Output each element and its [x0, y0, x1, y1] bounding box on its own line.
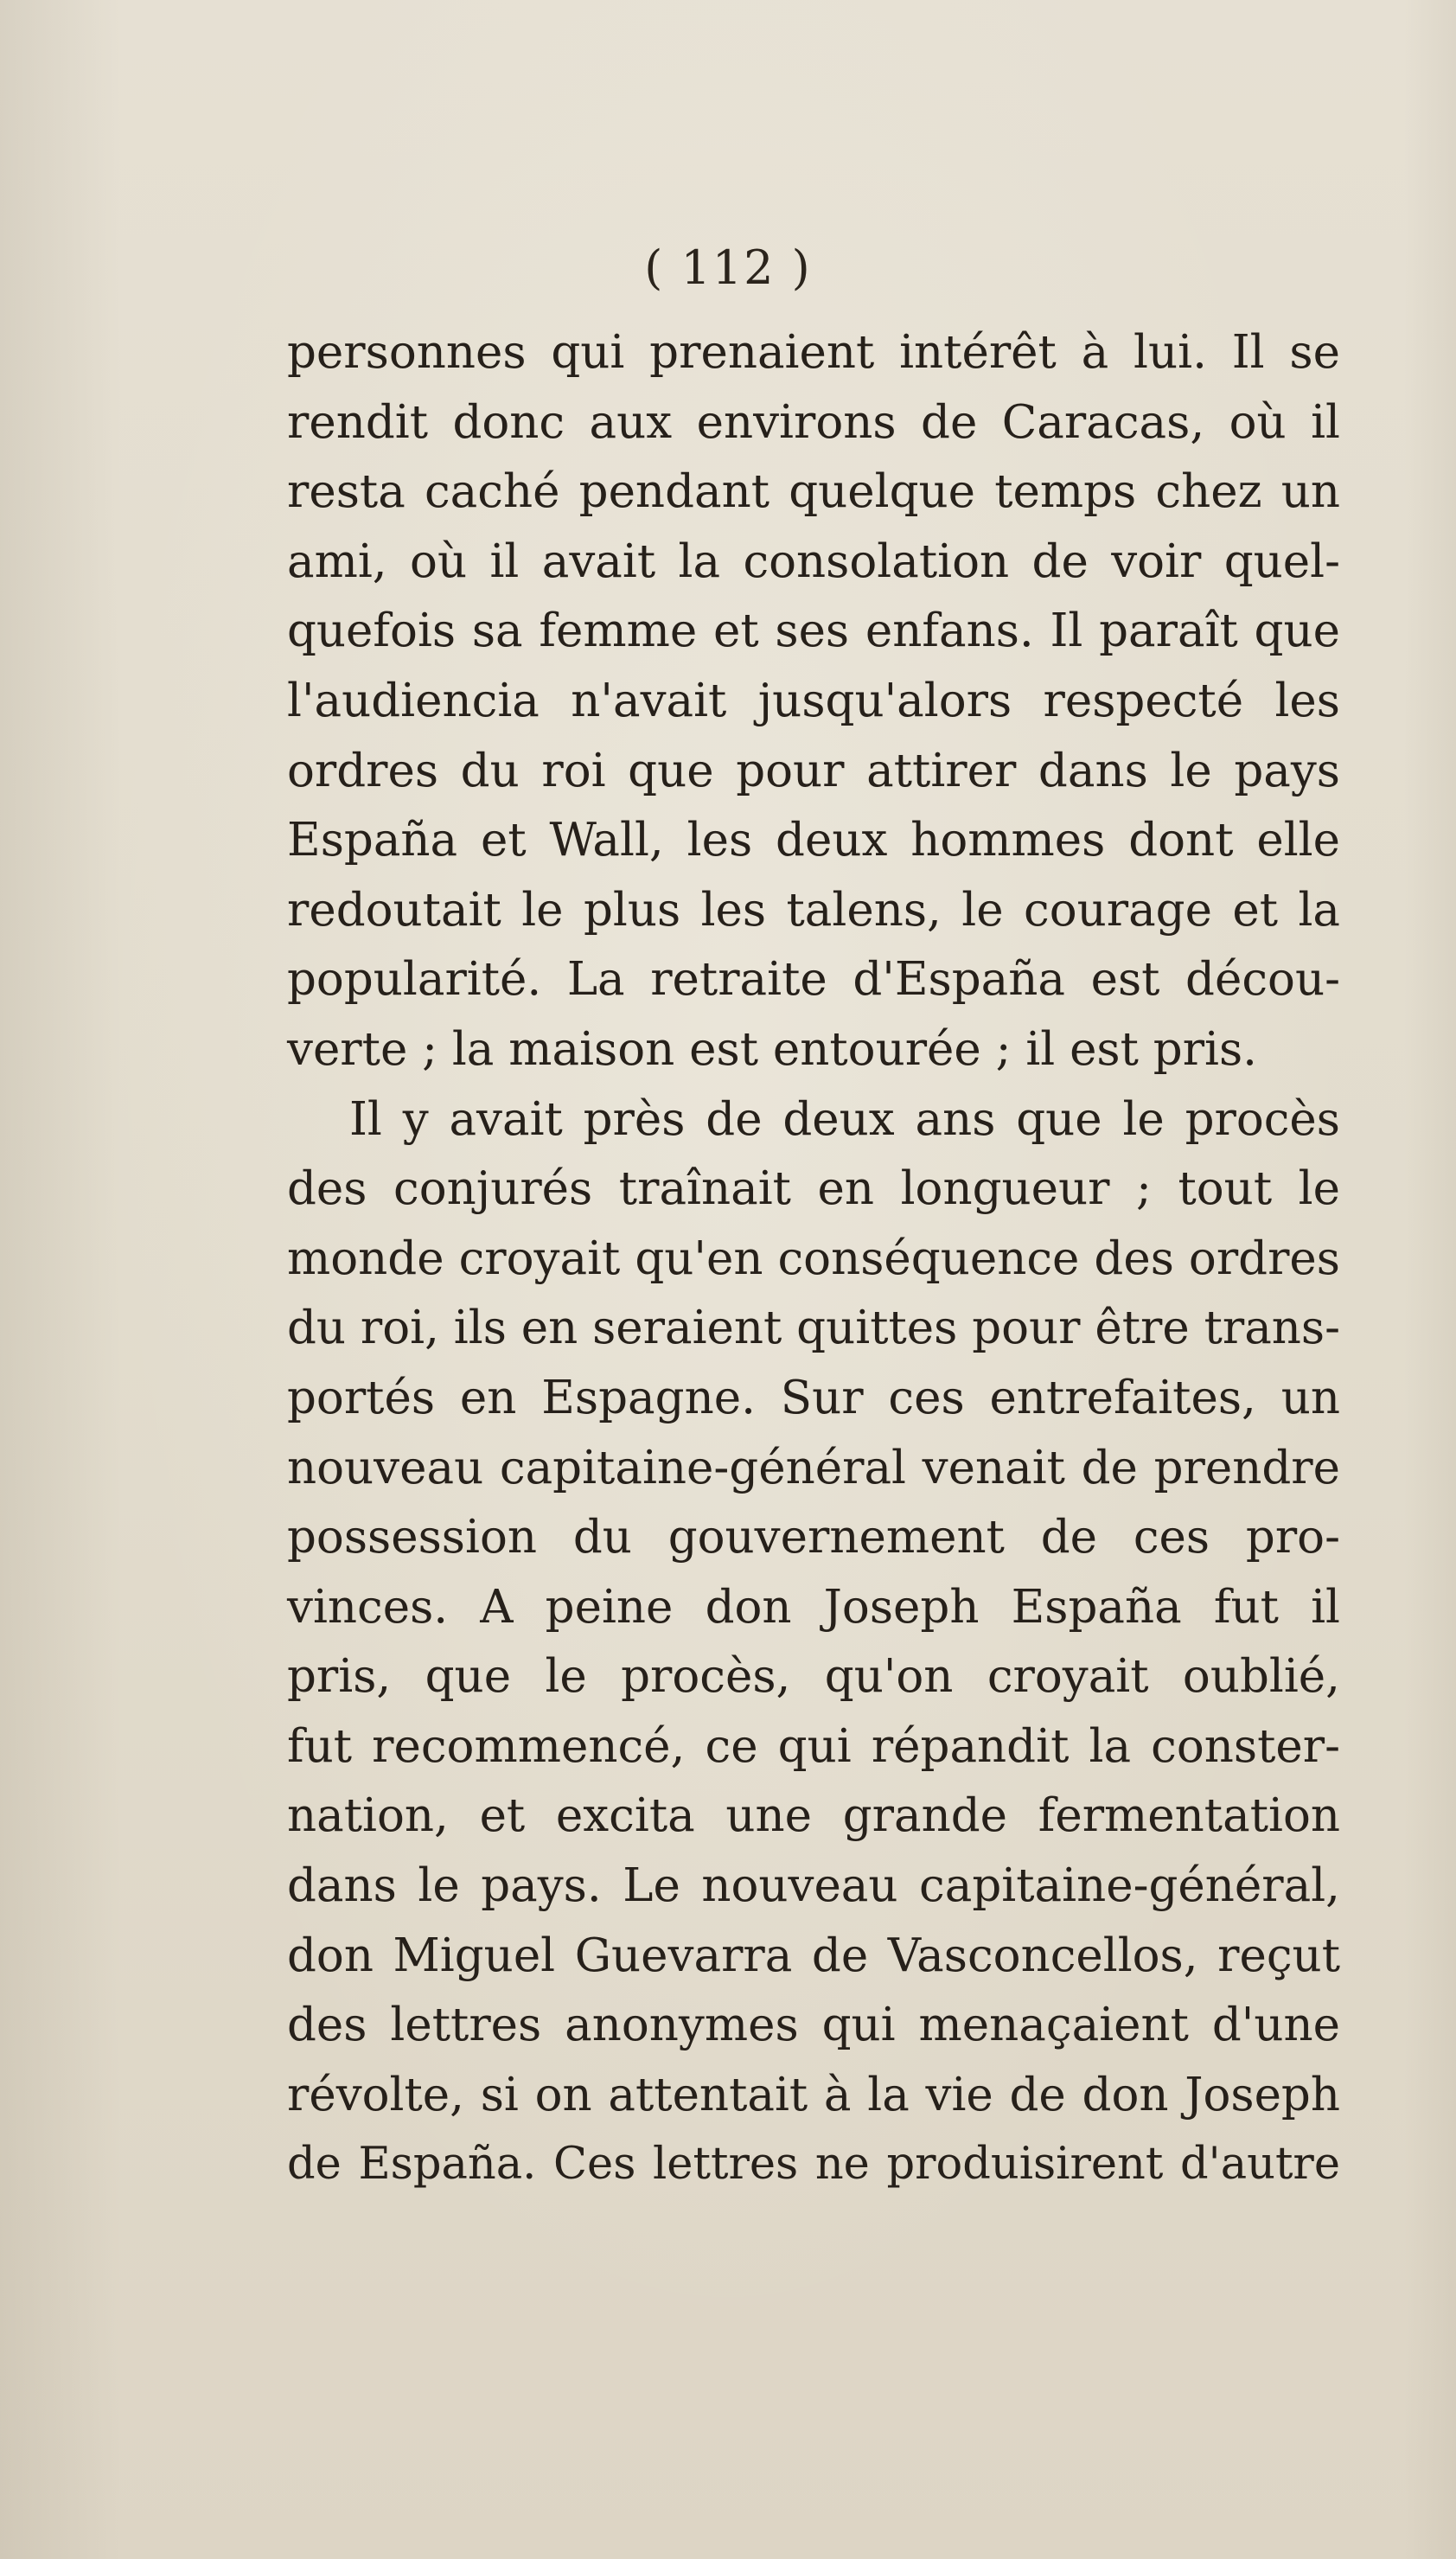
text-line: redoutait le plus les talens, le courage et la [287, 883, 1340, 937]
text-line: popularité. La retraite d'España est décou- [287, 953, 1340, 1007]
paragraph-end-line: verte ; la maison est entourée ; il est pris. [287, 1022, 1258, 1076]
text-line: nouveau capitaine-général venait de prendre [287, 1441, 1340, 1494]
text-line: vinces. A peine don Joseph España fut il [287, 1580, 1340, 1634]
text-line: quefois sa femme et ses enfans. Il paraît que [287, 605, 1340, 658]
text-line: rendit donc aux environs de Caracas, où il [287, 395, 1340, 449]
text-line: personnes qui prenaient intérêt à lui. Il se [287, 326, 1340, 379]
text-line: don Miguel Guevarra de Vasconcellos, reçut [287, 1929, 1340, 1982]
text-line: l'audiencia n'avait jusqu'alors respecté les [287, 674, 1340, 727]
text-line: pris, que le procès, qu'on croyait oublié, [287, 1650, 1340, 1704]
text-line: nation, et excita une grande fermentation [287, 1789, 1340, 1843]
text-line: du roi, ils en seraient quittes pour être trans- [287, 1302, 1341, 1355]
text-line: resta caché pendant quelque temps chez un [287, 465, 1340, 519]
text-line: ordres du roi que pour attirer dans le pays [287, 744, 1340, 797]
text-line: España et Wall, les deux hommes dont elle [287, 814, 1340, 867]
text-line: fut recommencé, ce qui répandit la conster- [287, 1719, 1340, 1773]
text-line: de España. Ces lettres ne produisirent d'autre [287, 2139, 1340, 2191]
body-text [287, 318, 1340, 2200]
paragraph-start-line: Il y avait près de deux ans que le procès [349, 1092, 1340, 1146]
text-line: révolte, si on attentait à la vie de don Joseph [287, 2068, 1340, 2121]
text-line: des lettres anonymes qui menaçaient d'une [287, 1999, 1340, 2052]
text-line: ami, où il avait la consolation de voir quel- [287, 534, 1340, 588]
text-line: des conjurés traînait en longueur ; tout le [287, 1162, 1340, 1216]
text-line: dans le pays. Le nouveau capitaine-général, [287, 1859, 1340, 1913]
text-line: portés en Espagne. Sur ces entrefaites, un [287, 1371, 1340, 1424]
text-line: monde croyait qu'en conséquence des ordres [287, 1232, 1340, 1285]
text-line: possession du gouvernement de ces pro- [287, 1511, 1340, 1564]
page-number: ( 112 ) [644, 240, 812, 295]
